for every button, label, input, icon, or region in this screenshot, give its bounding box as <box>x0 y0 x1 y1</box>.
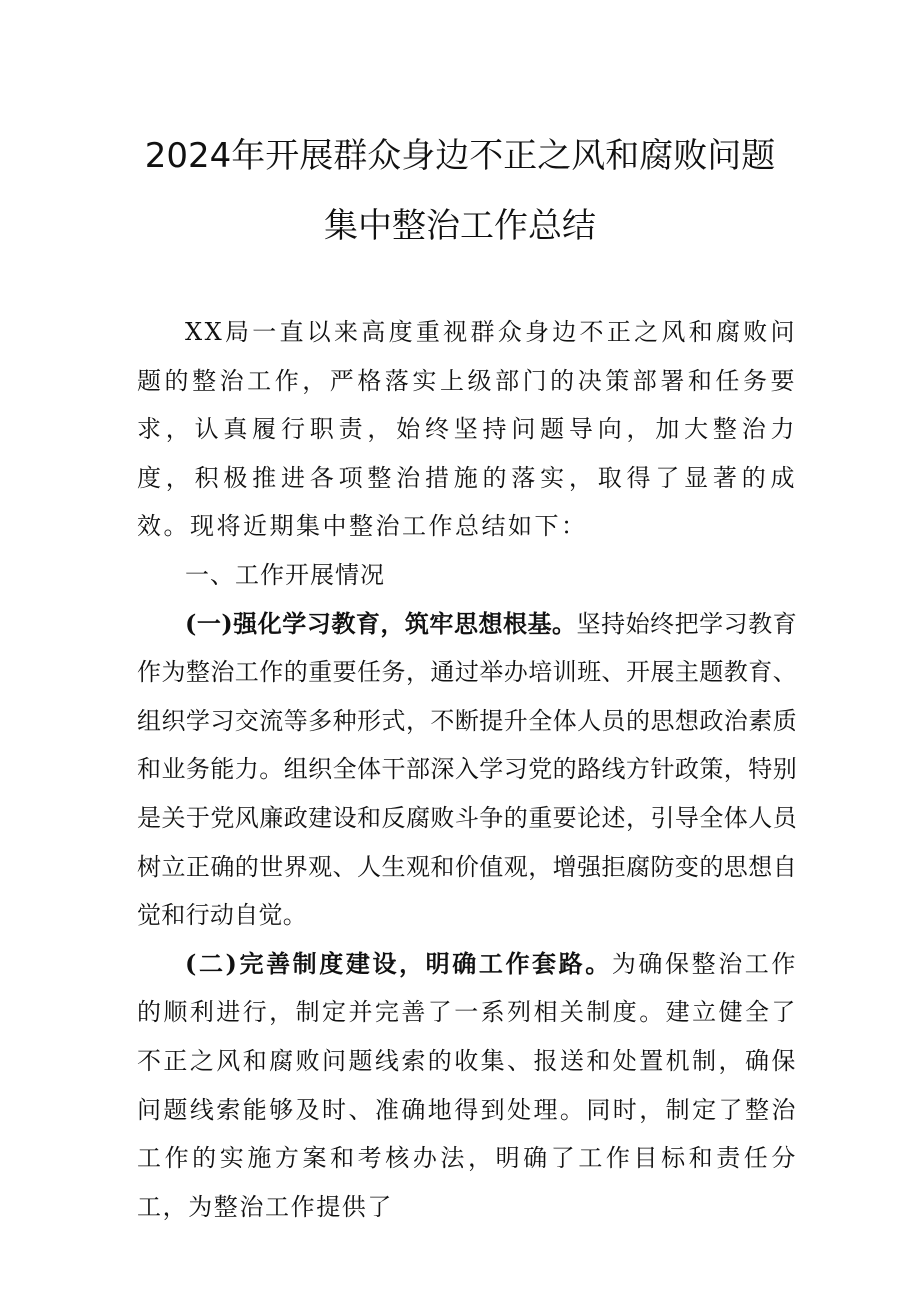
intro-paragraph: XX局一直以来高度重视群众身边不正之风和腐败问题的整治工作，严格落实上级部门的决策部署和任务要求，认真履行职责，始终坚持问题导向，加大整治力度，积极推进各项整治措施的落实，取得了显著的成效。现将近期集中整治工作总结如下： <box>137 318 797 541</box>
section-paragraph-1 <box>137 600 797 940</box>
subsection-body-2: 为确保整治工作的顺利进行，制定并完善了一系列相关制度。建立健全了不正之风和腐败问题线索的收集、报送和处置机制，确保问题线索能够及时、准确地得到处理。同时，制定了整治工作的实施方案和考核办法，明确了工作目标和责任分工，为整治工作提供了 <box>137 949 797 1221</box>
section-paragraph-2 <box>137 940 797 1232</box>
document-title-line1: 2024年开展群众身边不正之风和腐败问题 <box>144 136 776 176</box>
document-title-line2: 集中整治工作总结 <box>324 206 596 246</box>
subsection-body-1: 坚持始终把学习教育作为整治工作的重要任务，通过举办培训班、开展主题教育、组织学习交流等多种形式，不断提升全体人员的思想政治素质和业务能力。组织全体干部深入学习党的路线方针政策，特别是关于党风廉政建设和反腐败斗争的重要论述，引导全体人员树立正确的世界观、人生观和价值观，增强拒腐防变的思想自觉和行动自觉。 <box>137 609 798 930</box>
subsection-title-1: (一)强化学习教育，筑牢思想根基。 <box>185 608 577 638</box>
section-heading: 一、工作开展情况 <box>185 560 385 589</box>
document-body <box>137 308 797 1231</box>
subsection-title-2: (二)完善制度建设，明确工作套路。 <box>185 948 612 978</box>
